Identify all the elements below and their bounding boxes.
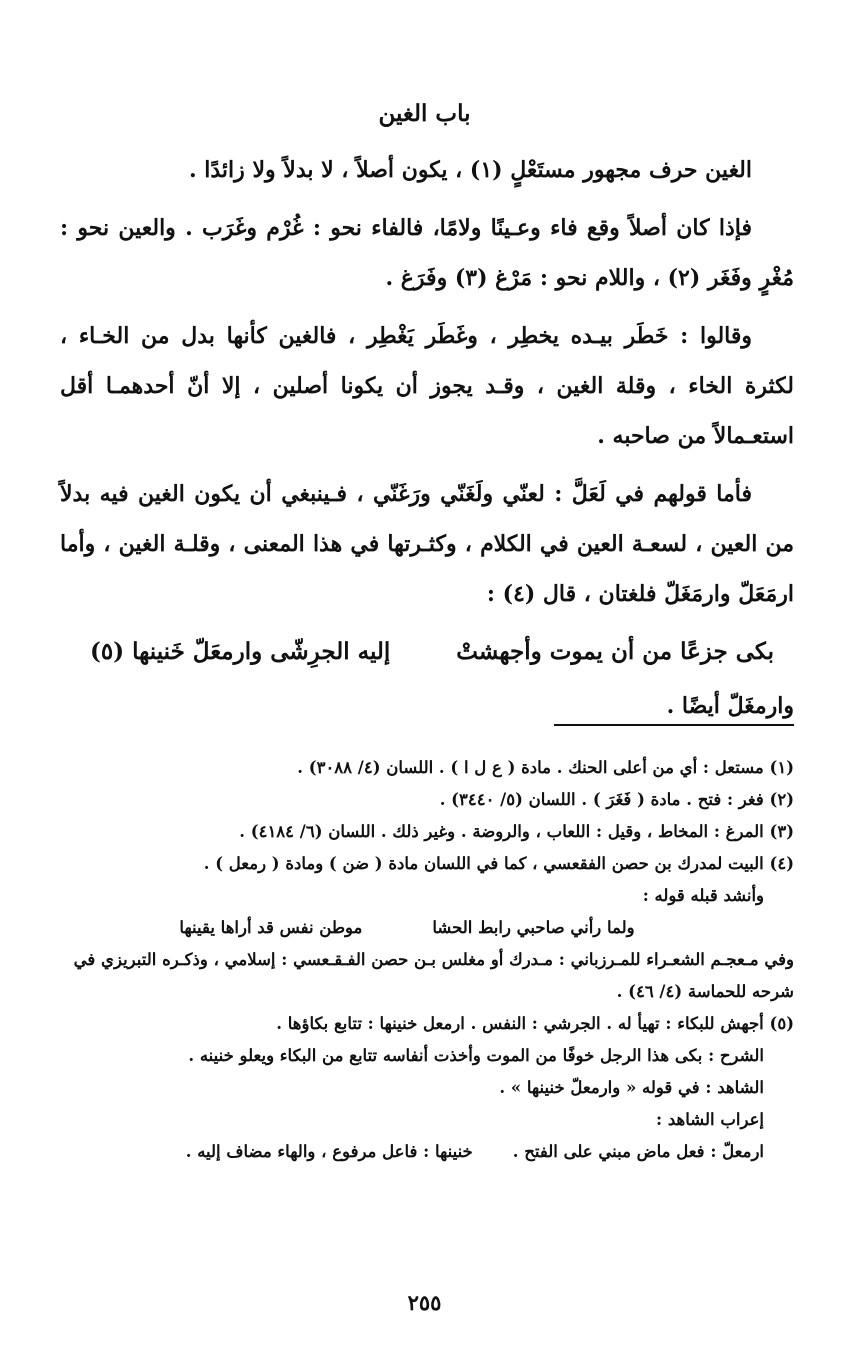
- footnote-4-extra: وفي مـعجـم الشعـراء للمـرزباني : مـدرك أو مغلس بـن حصن الفـقـعسي : إسلامي ، وذكـره التبريزي في شرحه للحماسة (٤/ ٤٦) .: [73, 950, 794, 1001]
- footnote-5: (٥) أجهش للبكاء : تهيأ له . الجرشي : النفس . ارمعل خنينها : تتابع بكاؤها .: [276, 1014, 794, 1033]
- footnote-5-irab-title: إعراب الشاهد :: [656, 1110, 764, 1129]
- irab-item-2: خنينها : فاعل مرفوع ، والهاء مضاف إليه .: [185, 1142, 473, 1161]
- irab-item-1: ارمعلّ : فعل ماض مبني على الفتح .: [512, 1142, 764, 1161]
- paragraph-3: وقالوا : خَطَر بيـده يخطِر ، وغَطَر يَغْطِر ، فالغين كأنها بدل من الخـاء ، لكثرة الخاء ، وقلة الغين ، وقـد يجوز أن يكونا أصلين ، إلا أنّ أحدهمـا أقل استعـمالاً من صاحبه .: [60, 323, 794, 449]
- footnote-1: (١) مستعل : أي من أعلى الحنك . مادة ( ع ل ا ) . اللسان (٤/ ٣٠٨٨) .: [297, 758, 794, 777]
- footnote-2: (٢) فغر : فتح . مادة ( فَغَرَ ) . اللسان (٥/ ٣٤٤٠) .: [439, 790, 794, 809]
- page-number: ٢٥٥: [407, 1290, 442, 1315]
- footnote-5-irab: [60, 1136, 794, 1168]
- footnote-verse-first: ولما رأني صاحبي رابط الحشا: [432, 918, 635, 937]
- after-verse-text: وارمغَلّ أيضًا .: [666, 693, 794, 719]
- footnote-verse-second: موطن نفس قد أراها يقينها: [179, 918, 363, 937]
- footnote-3: (٣) المرغ : المخاط ، وقيل : اللعاب ، والروضة . وغير ذلك . اللسان (٦/ ٤١٨٤) .: [239, 822, 794, 841]
- verse-first-hemistich: بكى جزعًا من أن يموت وأجهشتْ: [456, 638, 774, 665]
- footnote-4: (٤) البيت لمدرك بن حصن الفقعسي ، كما في اللسان مادة ( ضن ) ومادة ( رمعل ) .: [203, 854, 794, 873]
- footnote-4-verse: [60, 912, 794, 944]
- footnote-4-intro: وأنشد قبله قوله :: [642, 886, 764, 905]
- main-text: [60, 145, 794, 739]
- footnotes: [60, 752, 794, 1168]
- paragraph-4: فأما قولهم في لَعَلَّ : لعنّي ولَغَنّي ورَغَنّي ، فـينبغي أن يكون الغين فيه بدلاً من العين ، لسعـة العين في الكلام ، وكثـرتها في هذا المعنى ، وقلـة الغين ، وأما ارمَعَلّ وارمَغَلّ فلغتان ، قال (٤) :: [60, 481, 794, 607]
- poetry-verse: [60, 627, 794, 677]
- footnote-5-sharh: الشرح : بكى هذا الرجل خوفًا من الموت وأخذت أنفاسه تتابع من البكاء ويعلو خنينه .: [188, 1046, 764, 1065]
- verse-second-hemistich: إليه الجرِشّى وارمعَلّ خَنينها (٥): [90, 638, 391, 665]
- chapter-title: باب الغين: [378, 100, 471, 127]
- paragraph-1: الغين حرف مجهور مستَعْلٍ (١) ، يكون أصلاً ، لا بدلاً ولا زائدًا .: [188, 157, 752, 183]
- paragraph-2: فإذا كان أصلاً وقع فاء وعـينًا ولامًا، فالفاء نحو : غُرْم وغَرَب . والعين نحو : مُغْرٍ وفَغَر (٢) ، واللام نحو : مَرْغ (٣) وفَرَغ .: [60, 215, 794, 291]
- footnote-divider: [554, 724, 794, 726]
- footnote-5-shahid: الشاهد : في قوله « وارمعلّ خنينها » .: [499, 1078, 764, 1097]
